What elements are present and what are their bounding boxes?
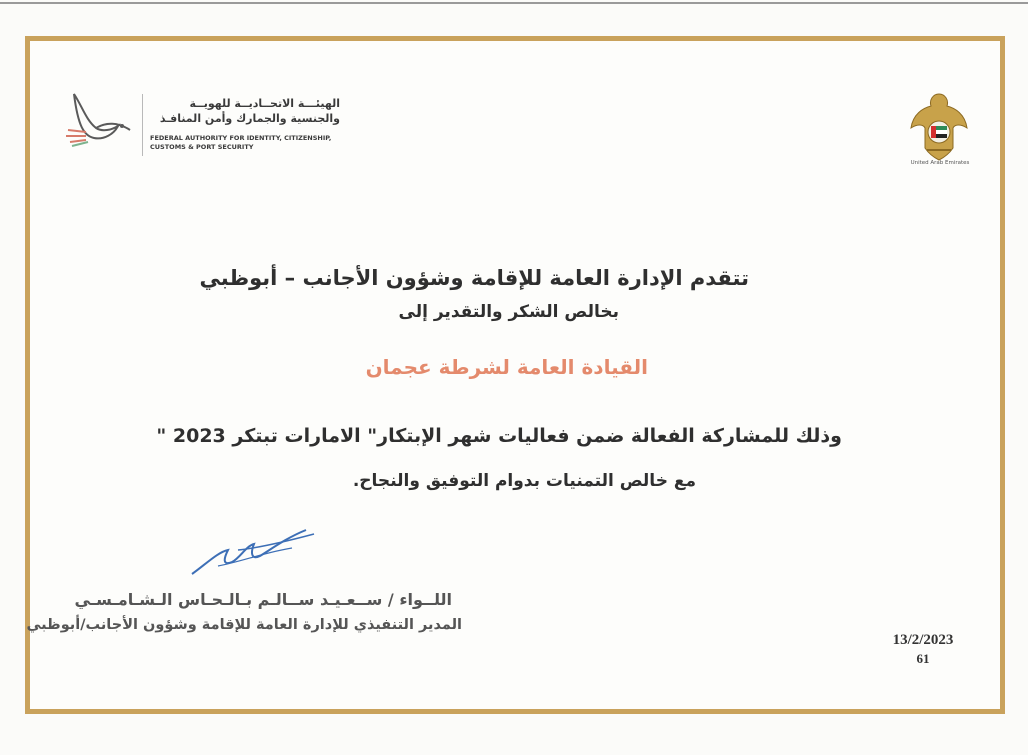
- issue-date: 13/2/2023: [892, 632, 954, 648]
- wishes-line: مع خالص التمنيات بدوام التوفيق والنجاح.: [352, 471, 696, 491]
- falcon-logo-icon: [62, 86, 134, 156]
- top-divider-line: [0, 2, 1028, 4]
- logo-separator: [142, 94, 143, 156]
- signatory-name: اللــواء / ســعـيـد ســالـم بـالـحـاس الـشـامـسـي: [74, 590, 452, 609]
- authority-name-arabic: الهيئـــة الاتحــاديــة للهويــة والجنسية والجمارك وأمن المنافـذ: [159, 97, 340, 125]
- authority-name-english: FEDERAL AUTHORITY FOR IDENTITY, CITIZENSHIP, CUSTOMS & PORT SECURITY: [150, 134, 332, 151]
- emblem-caption: United Arab Emirates: [910, 160, 970, 166]
- signatory-title: المدير التنفيذي للإدارة العامة للإقامة وشؤون الأجانب/أبوظبي: [26, 617, 462, 633]
- uae-emblem-icon: [909, 88, 969, 162]
- reason-line: وذلك للمشاركة الفعالة ضمن فعاليات شهر الإبتكار" الامارات تبتكر 2023 ": [156, 425, 842, 447]
- handwritten-signature: [188, 522, 323, 582]
- thanks-line: بخالص الشكر والتقدير إلى: [398, 302, 619, 322]
- intro-line: تتقدم الإدارة العامة للإقامة وشؤون الأجانب – أبوظبي: [199, 266, 749, 290]
- recipient-name: القيادة العامة لشرطة عجمان: [365, 355, 648, 379]
- reference-number: 61: [916, 651, 930, 666]
